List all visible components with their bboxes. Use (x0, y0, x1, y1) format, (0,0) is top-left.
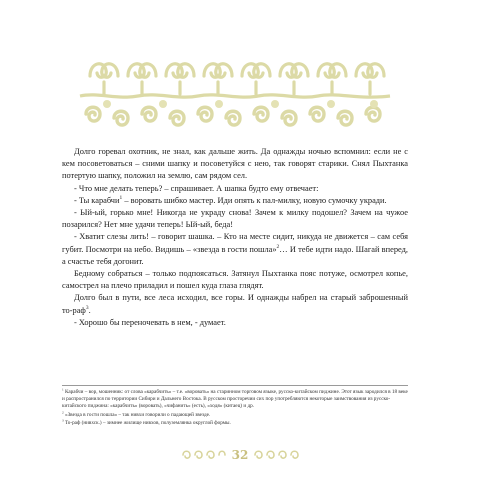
footnote (62, 420, 408, 427)
paragraph-text: - Ты карабчи (74, 195, 120, 205)
footnote (62, 409, 408, 419)
footnote-text: То-раф (нивхск.) – зимнее жилище нивхов, полуземлянка округлой формы. (64, 419, 231, 426)
paragraph: Долго горевал охотник, не знал, как дальше жить. Да однажды ночью вспомнил: если не с кем посоветоваться – сними шапку и посоветуйся с нею, так говорят старики. Снял Пыхтанка потертую шапку, положил на землю, сам рядом сел. (62, 147, 408, 181)
paragraph-text: – воровать шибко мастер. Иди опять к пал-милку, новую сумочку укради. (122, 195, 387, 205)
footnote-mark: 2 (62, 409, 64, 414)
paragraph-text: … И тебе идти надо. Шагай вперед, а счастье тебя догонит. (62, 244, 408, 266)
footnotes (62, 385, 408, 428)
footnote-mark: 1 (119, 195, 123, 202)
paragraph-text: - Хватит слезы лить! – говорит шашка. – Кто на месте сидит, никуда не движется – сам себя губит. Посмотри на небо. Видишь – «звезда в гости пошла» (62, 232, 408, 254)
page-footer (0, 445, 480, 465)
page-number: 32 (231, 448, 249, 462)
left-ornament-icon (180, 449, 226, 461)
paragraph: - Хорошо бы переночевать в нем, - думает. (74, 317, 226, 327)
paragraph: - Ый-ый, горько мне! Никогда не украду снова! Зачем к милку подошел? Зачем на чужое позарился? Нет мне удачи теперь! Ый-ый, беда! (62, 208, 408, 230)
paragraph (62, 195, 408, 207)
footnote-text: Карабчи – вор, мошенник: от слова «карабчить» – т.е. «воровать» на старинном торговом языке, русско-китайском пиджине. Этот язык зародился в 18 веке и распространился по территории Сибири и Дальнего Востока. В русском просторечии сих пор употребляются некоторые заимствования из русско-китайского пиджина: «карабчить» (воровать), «чифанить» (есть), «ходя» (китаец) и др. (62, 389, 408, 410)
footnote-mark: 3 (85, 304, 89, 311)
paragraph-text: . (88, 305, 91, 315)
footnote (62, 389, 408, 411)
paragraph: Бедному собраться – только подпоясаться. Затянул Пыхтанка пояс потуже, осмотрел копье, самострел на плечо приладил и пошел куда глаза глядят. (62, 269, 408, 291)
story-text (62, 146, 408, 329)
right-ornament-icon (254, 449, 300, 461)
footnote-text: «Звезда в гости пошла» – так нивхи говорили о падающей звезде. (64, 411, 211, 418)
paragraph (62, 292, 408, 316)
paragraph: - Что мне делать теперь? – спрашивает. А шапка будто ему отвечает: (74, 183, 319, 193)
footnote-mark: 3 (62, 418, 64, 423)
footnote-mark: 1 (62, 387, 64, 392)
paragraph-text: Долго был в пути, все леса исходил, все горы. И однажды набрел на старый заброшенный то-раф (62, 293, 408, 315)
decorative-ornament-band (78, 52, 392, 138)
footnote-mark: 2 (276, 243, 280, 250)
paragraph (62, 231, 408, 268)
